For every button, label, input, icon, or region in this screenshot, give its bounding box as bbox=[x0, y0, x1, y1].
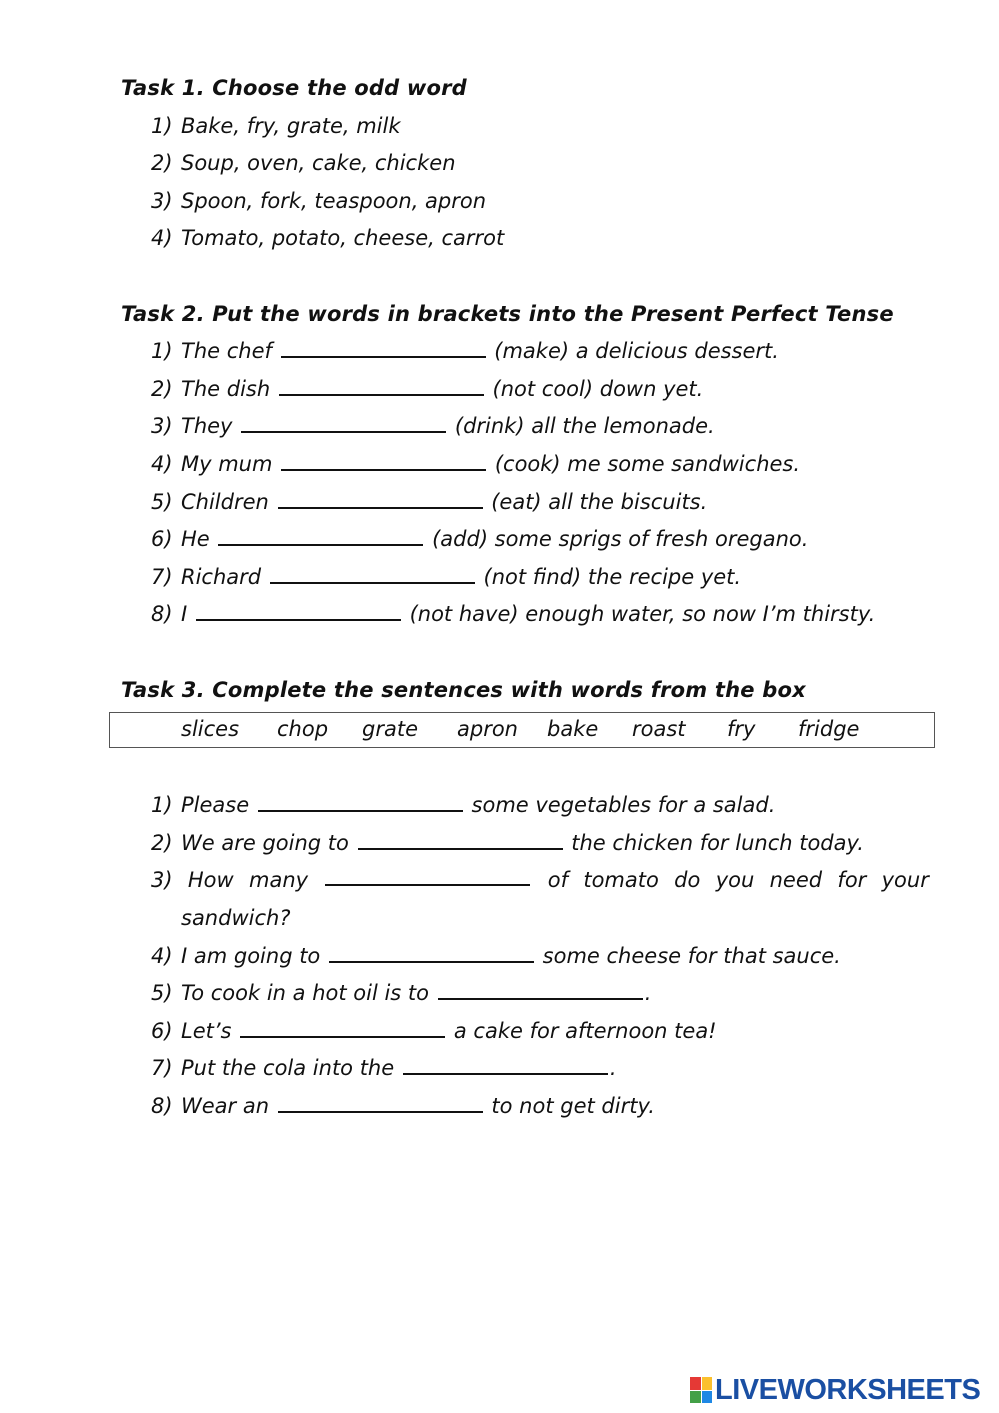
liveworksheets-logo bbox=[690, 1374, 980, 1406]
answer-blank[interactable] bbox=[325, 868, 530, 886]
logo-text: LIVEWORKSHEETS bbox=[715, 1373, 981, 1406]
box-word: bake bbox=[547, 717, 599, 741]
box-word: roast bbox=[632, 717, 686, 741]
logo-mark-icon bbox=[690, 1377, 712, 1403]
task1-item: 4) Tomato, potato, cheese, carrot bbox=[151, 226, 505, 250]
task2-item: 4) My mum (cook) me some sandwiches. bbox=[151, 452, 801, 476]
box-word: chop bbox=[277, 717, 329, 741]
answer-blank[interactable] bbox=[281, 340, 486, 358]
word-box bbox=[109, 712, 935, 748]
answer-blank[interactable] bbox=[279, 378, 484, 396]
box-word: fry bbox=[727, 717, 756, 741]
task3-item: 5) To cook in a hot oil is to . bbox=[151, 981, 652, 1005]
answer-blank[interactable] bbox=[358, 832, 563, 850]
answer-blank[interactable] bbox=[218, 528, 423, 546]
answer-blank[interactable] bbox=[329, 945, 534, 963]
box-word: fridge bbox=[798, 717, 860, 741]
answer-blank[interactable] bbox=[196, 603, 401, 621]
task3-item: 4) I am going to some cheese for that sauce. bbox=[151, 944, 841, 968]
answer-blank[interactable] bbox=[240, 1020, 445, 1038]
task3-item: 6) Let’s a cake for afternoon tea! bbox=[151, 1019, 717, 1043]
task3-item: 2) We are going to the chicken for lunch today. bbox=[151, 831, 864, 855]
task3-item: 1) Please some vegetables for a salad. bbox=[151, 793, 776, 817]
task2-item: 5) Children (eat) all the biscuits. bbox=[151, 490, 708, 514]
answer-blank[interactable] bbox=[438, 982, 643, 1000]
task1-item: 3) Spoon, fork, teaspoon, apron bbox=[151, 189, 487, 213]
box-word: grate bbox=[362, 717, 418, 741]
task3-heading: Task 3. Complete the sentences with words from the box bbox=[121, 678, 806, 702]
answer-blank[interactable] bbox=[278, 1095, 483, 1113]
task3-item: 3) How many of tomato do you need for your bbox=[151, 868, 929, 892]
task2-item: 1) The chef (make) a delicious dessert. bbox=[151, 339, 779, 363]
task3-item-continuation: sandwich? bbox=[181, 906, 291, 930]
answer-blank[interactable] bbox=[281, 453, 486, 471]
answer-blank[interactable] bbox=[258, 794, 463, 812]
task1-heading: Task 1. Choose the odd word bbox=[121, 76, 467, 100]
box-word: slices bbox=[181, 717, 240, 741]
task1-item: 2) Soup, oven, cake, chicken bbox=[151, 151, 456, 175]
task2-item: 7) Richard (not find) the recipe yet. bbox=[151, 565, 742, 589]
answer-blank[interactable] bbox=[241, 415, 446, 433]
answer-blank[interactable] bbox=[270, 566, 475, 584]
answer-blank[interactable] bbox=[278, 491, 483, 509]
task2-item: 6) He (add) some sprigs of fresh oregano. bbox=[151, 527, 809, 551]
task3-item: 8) Wear an to not get dirty. bbox=[151, 1094, 655, 1118]
task2-item: 2) The dish (not cool) down yet. bbox=[151, 377, 704, 401]
answer-blank[interactable] bbox=[403, 1057, 608, 1075]
task2-item: 8) I (not have) enough water, so now I’m thirsty. bbox=[151, 602, 876, 626]
box-word: apron bbox=[457, 717, 518, 741]
task3-item: 7) Put the cola into the . bbox=[151, 1056, 617, 1080]
task2-heading: Task 2. Put the words in brackets into the Present Perfect Tense bbox=[121, 302, 894, 326]
task2-item: 3) They (drink) all the lemonade. bbox=[151, 414, 715, 438]
task1-item: 1) Bake, fry, grate, milk bbox=[151, 114, 401, 138]
